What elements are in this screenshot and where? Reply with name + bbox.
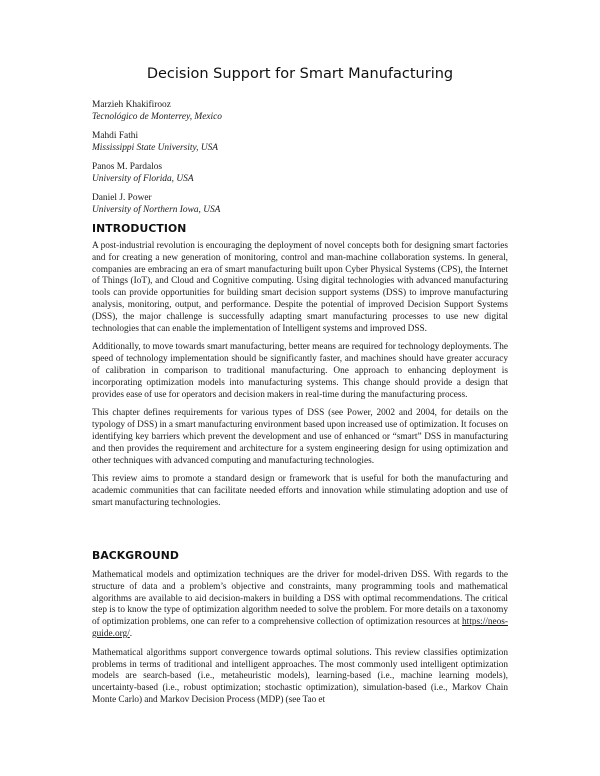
- author-list: [92, 99, 512, 223]
- author-name: Mahdi Fathi: [92, 131, 139, 141]
- paper-title: Decision Support for Smart Manufacturing: [146, 66, 454, 82]
- intro-paragraph: A post-industrial revolution is encouraging the deployment of novel concepts both for designing smart factories and for creating a new generation of monitoring, control and man-machine collaboration systems. In general, companies are embracing an era of smart manufacturing built upon Cyber Physical Systems (CPS), the Internet of Things (IoT), and Cloud and Cognitive computing. Using digital technologies with advanced manufacturing tools can provide opportunities for building smart decision support systems (DSS) to improve manufacturing analysis, monitoring, output, and performance. Despite the potential of improved Decision Support Systems (DSS), the major challenge is successfully adapting smart manufacturing processes to use new digital technologies that can enable the implementation of Intelligent systems and improved DSS.: [92, 241, 508, 334]
- author-entry: [92, 99, 512, 123]
- background-paragraph: [92, 570, 508, 641]
- background-paragraph: Mathematical algorithms support convergence towards optimal solutions. This review classifies optimization problems in terms of traditional and intelligent approaches. The most commonly used intelligent optimization models are search-based (i.e., metaheuristic models), learning-based (i.e., machine learning models), uncertainty-based (i.e., robust optimization; stochastic optimization), simulation-based (i.e., Markov Chain Monte Carlo) and Markov Decision Process (MDP) (see Tao et: [92, 647, 508, 705]
- introduction-section: [92, 222, 508, 517]
- neos-guide-link[interactable]: https://neos-guide.org/: [92, 617, 508, 639]
- intro-paragraph: This review aims to promote a standard design or framework that is useful for both the manufacturing and academic communities that can facilitate needed efforts and innovation while stimulating adoption and use of smart manufacturing technologies.: [92, 474, 508, 508]
- introduction-heading: INTRODUCTION: [92, 222, 187, 235]
- author-entry: [92, 192, 512, 216]
- author-name: Daniel J. Power: [92, 193, 152, 203]
- author-entry: [92, 161, 512, 185]
- author-affiliation: Mississippi State University, USA: [92, 143, 219, 153]
- author-affiliation: University of Northern Iowa, USA: [92, 205, 221, 215]
- background-paragraph-end: .: [129, 628, 133, 639]
- intro-paragraph: This chapter defines requirements for various types of DSS (see Power, 2002 and 2004, for details on the typology of DSS) in a smart manufacturing environment based upon increased use of optimization. It focuses on identifying key barriers which prevent the development and use of enhanced or “smart” DSS in manufacturing and then provides the requirement and architecture for a system engineering design for using optimization and other techniques with advanced computing and manufacturing technologies.: [92, 408, 508, 466]
- intro-paragraph: Additionally, to move towards smart manufacturing, better means are required for technology deployments. The speed of technology implementation should be significantly faster, and machines should have greater accuracy of calibration in comparison to traditional manufacturing. One approach to enhancing deployment is incorporating optimization models into manufacturing systems. This change should provide a design that provides ease of use for operators and decision makers in real-time during the manufacturing process.: [92, 342, 508, 400]
- author-affiliation: Tecnológico de Monterrey, Mexico: [92, 112, 222, 122]
- background-paragraph-text: Mathematical models and optimization techniques are the driver for model-driven DSS. With regards to the structure of data and a problem’s objective and constraints, many programming tools and mathematical algorithms are available to aid decision-makers in building a DSS with optimal recommendations. The critical step is to know the type of optimization algorithm needed to solve the problem. For more details on a taxonomy of optimization problems, one can refer to a comprehensive collection of optimization resources at: [92, 570, 508, 628]
- author-name: Panos M. Pardalos: [92, 162, 163, 172]
- author-name: Marzieh Khakifirooz: [92, 100, 171, 110]
- background-heading: BACKGROUND: [92, 549, 179, 562]
- author-affiliation: University of Florida, USA: [92, 174, 194, 184]
- author-entry: [92, 130, 512, 154]
- background-section: [92, 549, 508, 714]
